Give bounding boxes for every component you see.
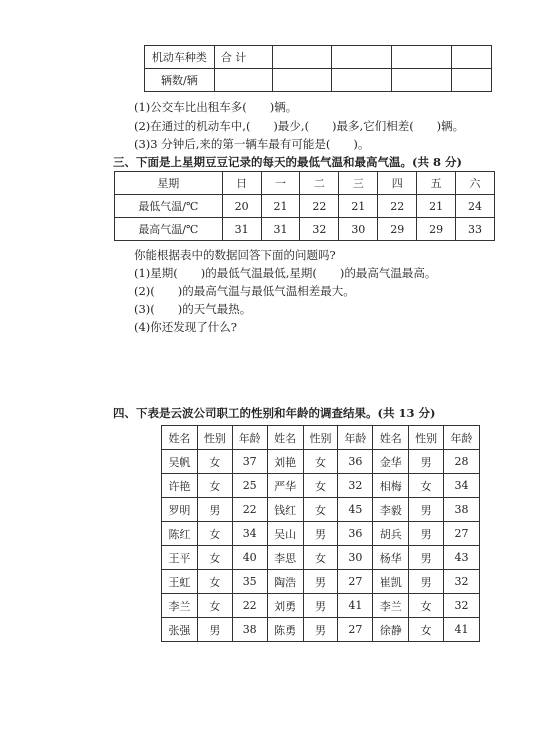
vehicle-type-header: 机动车种类	[145, 46, 215, 69]
employee-cell: 女	[197, 546, 232, 570]
employee-cell: 男	[197, 498, 232, 522]
employee-cell: 女	[197, 570, 232, 594]
temp-cell: 22	[378, 195, 417, 218]
employee-cell: 严华	[267, 474, 303, 498]
table-row	[162, 498, 480, 522]
employee-cell: 男	[409, 546, 444, 570]
employee-cell: 王平	[162, 546, 198, 570]
temperature-table	[114, 171, 495, 241]
section3-intro: 你能根据表中的数据回答下面的问题吗?	[134, 248, 336, 262]
employee-cell: 刘艳	[267, 450, 303, 474]
temp-cell: 22	[300, 195, 339, 218]
employee-cell: 22	[232, 498, 267, 522]
employee-cell: 41	[444, 618, 480, 642]
employee-cell: 金华	[373, 450, 409, 474]
q2-item-2: (2)在通过的机动车中,( )最少,( )最多,它们相差( )辆。	[134, 119, 465, 133]
employee-cell: 刘勇	[267, 594, 303, 618]
employee-cell: 男	[197, 618, 232, 642]
vehicle-blank-cell[interactable]	[452, 46, 492, 69]
employee-cell: 许艳	[162, 474, 198, 498]
vehicle-blank-cell[interactable]	[272, 69, 332, 92]
temp-cell: 32	[300, 218, 339, 241]
employee-cell: 崔凯	[373, 570, 409, 594]
temp-cell: 20	[222, 195, 261, 218]
employee-cell: 女	[303, 546, 338, 570]
vehicle-blank-cell[interactable]	[332, 46, 392, 69]
table-row	[162, 474, 480, 498]
employee-cell: 男	[409, 450, 444, 474]
employee-header-cell: 年龄	[444, 426, 480, 450]
employee-cell: 吴山	[267, 522, 303, 546]
employee-cell: 女	[409, 594, 444, 618]
section3-question-3: (3)( )的天气最热。	[134, 302, 252, 316]
employee-header-cell: 姓名	[162, 426, 198, 450]
employee-cell: 25	[232, 474, 267, 498]
temp-header-cell: 一	[261, 172, 300, 195]
employee-cell: 36	[338, 450, 373, 474]
employee-cell: 女	[409, 618, 444, 642]
temp-cell: 29	[417, 218, 456, 241]
temp-header-cell: 六	[456, 172, 495, 195]
employee-cell: 张强	[162, 618, 198, 642]
section3-title: 三、下面是上星期豆豆记录的每天的最低气温和最高气温。(共 8 分)	[113, 155, 462, 169]
section3-question-4: (4)你还发现了什么?	[134, 320, 237, 334]
employee-cell: 27	[338, 618, 373, 642]
temp-header-cell: 二	[300, 172, 339, 195]
employee-cell: 女	[303, 474, 338, 498]
temp-cell: 31	[222, 218, 261, 241]
employee-cell: 27	[338, 570, 373, 594]
employee-cell: 男	[303, 570, 338, 594]
employee-cell: 男	[303, 594, 338, 618]
employee-cell: 徐静	[373, 618, 409, 642]
table-row	[162, 546, 480, 570]
employee-header-cell: 性别	[303, 426, 338, 450]
vehicle-blank-cell[interactable]	[214, 69, 272, 92]
employee-cell: 陶浩	[267, 570, 303, 594]
temp-header-cell: 三	[339, 172, 378, 195]
employee-table	[161, 425, 480, 642]
vehicle-blank-cell[interactable]	[332, 69, 392, 92]
temp-cell: 21	[339, 195, 378, 218]
employee-cell: 男	[409, 522, 444, 546]
employee-cell: 吴帆	[162, 450, 198, 474]
table-row	[162, 450, 480, 474]
employee-cell: 女	[197, 594, 232, 618]
section3-question-1: (1)星期( )的最低气温最低,星期( )的最高气温最高。	[134, 266, 437, 280]
employee-cell: 41	[338, 594, 373, 618]
employee-cell: 男	[303, 522, 338, 546]
employee-cell: 李兰	[162, 594, 198, 618]
employee-cell: 32	[338, 474, 373, 498]
employee-cell: 27	[444, 522, 480, 546]
temp-header-cell: 四	[378, 172, 417, 195]
temp-row-label: 最高气温/℃	[115, 218, 223, 241]
employee-cell: 女	[197, 522, 232, 546]
employee-header-cell: 姓名	[373, 426, 409, 450]
section3-question-2: (2)( )的最高气温与最低气温相差最大。	[134, 284, 355, 298]
employee-cell: 22	[232, 594, 267, 618]
vehicle-total-header: 合 计	[214, 46, 272, 69]
employee-cell: 30	[338, 546, 373, 570]
temp-cell: 33	[456, 218, 495, 241]
employee-cell: 男	[409, 570, 444, 594]
employee-header-cell: 性别	[197, 426, 232, 450]
table-row	[162, 570, 480, 594]
employee-cell: 28	[444, 450, 480, 474]
temp-header-cell: 日	[222, 172, 261, 195]
employee-header-cell: 年龄	[338, 426, 373, 450]
employee-cell: 45	[338, 498, 373, 522]
table-row	[162, 522, 480, 546]
employee-header-cell: 性别	[409, 426, 444, 450]
temp-header-cell: 五	[417, 172, 456, 195]
table-row	[162, 618, 480, 642]
employee-cell: 女	[303, 498, 338, 522]
employee-cell: 40	[232, 546, 267, 570]
vehicle-blank-cell[interactable]	[392, 46, 452, 69]
employee-cell: 32	[444, 570, 480, 594]
employee-cell: 胡兵	[373, 522, 409, 546]
temp-row-label: 最低气温/℃	[115, 195, 223, 218]
employee-cell: 男	[409, 498, 444, 522]
q2-item-3: (3)3 分钟后,来的第一辆车最有可能是( )。	[134, 137, 370, 151]
employee-cell: 钱红	[267, 498, 303, 522]
temp-cell: 21	[417, 195, 456, 218]
employee-cell: 34	[444, 474, 480, 498]
employee-cell: 38	[444, 498, 480, 522]
employee-cell: 相梅	[373, 474, 409, 498]
employee-cell: 李毅	[373, 498, 409, 522]
employee-header-cell: 年龄	[232, 426, 267, 450]
employee-cell: 王虹	[162, 570, 198, 594]
employee-cell: 女	[303, 450, 338, 474]
employee-cell: 女	[197, 474, 232, 498]
temp-cell: 21	[261, 195, 300, 218]
section4-title: 四、下表是云波公司职工的性别和年龄的调查结果。(共 13 分)	[113, 406, 436, 420]
employee-cell: 35	[232, 570, 267, 594]
employee-cell: 男	[303, 618, 338, 642]
vehicle-blank-cell[interactable]	[452, 69, 492, 92]
employee-cell: 罗明	[162, 498, 198, 522]
employee-header-cell: 姓名	[267, 426, 303, 450]
employee-cell: 李兰	[373, 594, 409, 618]
employee-cell: 女	[197, 450, 232, 474]
temp-cell: 30	[339, 218, 378, 241]
employee-cell: 女	[409, 474, 444, 498]
table-row	[162, 594, 480, 618]
employee-cell: 38	[232, 618, 267, 642]
employee-cell: 34	[232, 522, 267, 546]
employee-cell: 32	[444, 594, 480, 618]
vehicle-blank-cell[interactable]	[392, 69, 452, 92]
vehicle-table	[144, 45, 492, 92]
temp-cell: 24	[456, 195, 495, 218]
employee-cell: 陈勇	[267, 618, 303, 642]
q2-item-1: (1)公交车比出租车多( )辆。	[134, 100, 298, 114]
employee-cell: 36	[338, 522, 373, 546]
employee-cell: 李思	[267, 546, 303, 570]
employee-cell: 43	[444, 546, 480, 570]
temp-header-cell: 星期	[115, 172, 223, 195]
temp-cell: 29	[378, 218, 417, 241]
vehicle-count-label: 辆数/辆	[145, 69, 215, 92]
employee-cell: 37	[232, 450, 267, 474]
employee-cell: 陈红	[162, 522, 198, 546]
vehicle-blank-cell[interactable]	[272, 46, 332, 69]
temp-cell: 31	[261, 218, 300, 241]
employee-cell: 杨华	[373, 546, 409, 570]
